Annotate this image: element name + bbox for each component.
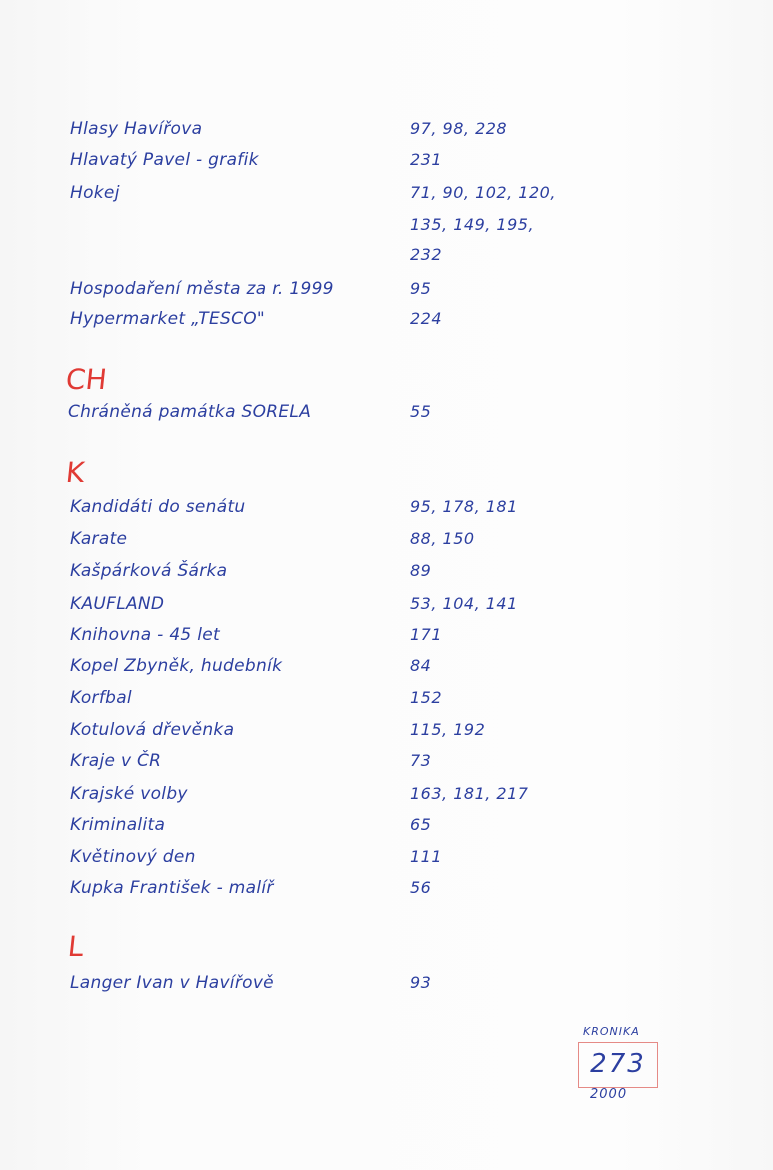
entry-pages: 88, 150: [410, 529, 475, 548]
page-number: 273: [590, 1049, 646, 1079]
entry-term: Kraje v ČR: [70, 751, 162, 771]
index-entry: [0, 783, 773, 815]
entry-term: Hlavatý Pavel - grafik: [70, 150, 259, 170]
entry-term: Kandidáti do senátu: [70, 497, 246, 517]
index-entry-continuation: [0, 244, 773, 276]
index-entry: [0, 560, 773, 592]
entry-pages: 71, 90, 102, 120,: [410, 183, 556, 202]
entry-pages: 152: [410, 688, 443, 707]
entry-pages: 231: [410, 150, 443, 169]
index-entry: [0, 118, 773, 150]
entry-term: Hlasy Havířova: [70, 119, 203, 139]
entry-pages: 115, 192: [410, 720, 486, 739]
stamp-box: [578, 1042, 658, 1088]
index-entry: [0, 401, 773, 433]
entry-term: Langer Ivan v Havířově: [70, 973, 274, 993]
index-entry: [0, 496, 773, 528]
section-letter: K: [64, 456, 87, 489]
entry-term: Krajské volby: [70, 784, 188, 804]
entry-term: Karate: [70, 529, 128, 549]
index-entry: [0, 814, 773, 846]
entry-term: Kotulová dřevěnka: [70, 720, 235, 740]
entry-term: Kopel Zbyněk, hudebník: [70, 656, 283, 676]
entry-term: Květinový den: [70, 847, 196, 867]
entry-term: Hypermarket „TESCO": [70, 309, 266, 329]
index-entry: [0, 846, 773, 878]
index-entry: [0, 149, 773, 181]
index-entry: [0, 655, 773, 687]
entry-term: KAUFLAND: [70, 594, 165, 614]
entry-pages: 53, 104, 141: [410, 594, 518, 613]
index-entry: [0, 624, 773, 656]
entry-term: Hokej: [70, 183, 120, 203]
index-entry: [0, 528, 773, 560]
index-entry: [0, 593, 773, 625]
entry-term: Knihovna - 45 let: [70, 625, 220, 645]
stamp-label: KRONIKA: [583, 1025, 640, 1038]
entry-pages: 171: [410, 625, 443, 644]
entry-term: Korfbal: [70, 688, 132, 708]
entry-pages: 163, 181, 217: [410, 784, 529, 803]
index-entry: [0, 182, 773, 214]
entry-pages: 135, 149, 195,: [410, 215, 535, 234]
section-letter: L: [66, 930, 86, 963]
entry-pages: 84: [410, 656, 432, 675]
chronicle-stamp: [575, 1025, 675, 1105]
stamp-year: 2000: [590, 1087, 628, 1102]
entry-pages: 89: [410, 561, 432, 580]
index-entry: [0, 308, 773, 340]
index-entry: [0, 719, 773, 751]
entry-term: Chráněná památka SORELA: [68, 402, 312, 422]
entry-pages: 111: [410, 847, 443, 866]
entry-pages: 73: [410, 751, 432, 770]
entry-term: Hospodaření města za r. 1999: [70, 279, 334, 299]
entry-pages: 232: [410, 245, 443, 264]
entry-term: Kriminalita: [70, 815, 166, 835]
entry-pages: 224: [410, 309, 443, 328]
index-entry: [0, 972, 773, 1004]
index-entry: [0, 877, 773, 909]
entry-pages: 95: [410, 279, 432, 298]
entry-term: Kupka František - malíř: [70, 878, 274, 898]
entry-term: Kašpárková Šárka: [70, 561, 228, 581]
entry-pages: 93: [410, 973, 432, 992]
entry-pages: 56: [410, 878, 432, 897]
index-entry: [0, 687, 773, 719]
entry-pages: 97, 98, 228: [410, 119, 508, 138]
entry-pages: 95, 178, 181: [410, 497, 518, 516]
section-letter: CH: [64, 363, 109, 396]
index-entry: [0, 278, 773, 310]
index-entry-continuation: [0, 214, 773, 246]
index-entry: [0, 750, 773, 782]
entry-pages: 65: [410, 815, 432, 834]
entry-pages: 55: [410, 402, 432, 421]
